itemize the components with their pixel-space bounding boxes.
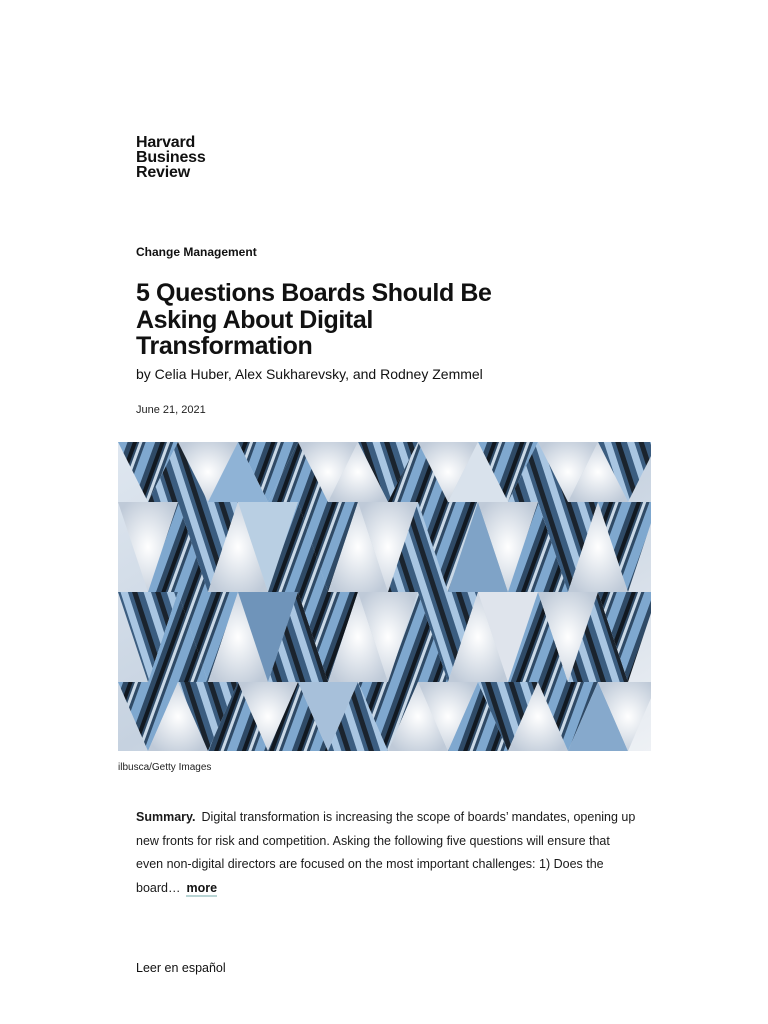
summary-text: Digital transformation is increasing the scope of boards’ mandates, opening up new fronts for risk and competition. Asking the following five questions will ensure that even non-digital directors are focused on the most important challenges: 1) Does the board… [136, 810, 636, 895]
byline: by Celia Huber, Alex Sukharevsky, and Rodney Zemmel [136, 366, 483, 382]
image-credit: ilbusca/Getty Images [118, 762, 212, 773]
article-title: 5 Questions Boards Should Be Asking About Digital Transformation [136, 279, 492, 360]
more-link[interactable]: more [186, 880, 218, 895]
publish-date: June 21, 2021 [136, 404, 206, 416]
topic-link[interactable]: Change Management [136, 245, 257, 259]
summary-paragraph [136, 806, 636, 900]
logo-line-2: Business [136, 149, 206, 166]
hero-image [118, 442, 651, 751]
logo-line-3: Review [136, 164, 190, 181]
spanish-translation-link[interactable]: Leer en español [136, 961, 226, 975]
logo-line-1: Harvard [136, 134, 196, 151]
hbr-logo[interactable] [136, 135, 206, 180]
summary-label: Summary. [136, 810, 196, 824]
